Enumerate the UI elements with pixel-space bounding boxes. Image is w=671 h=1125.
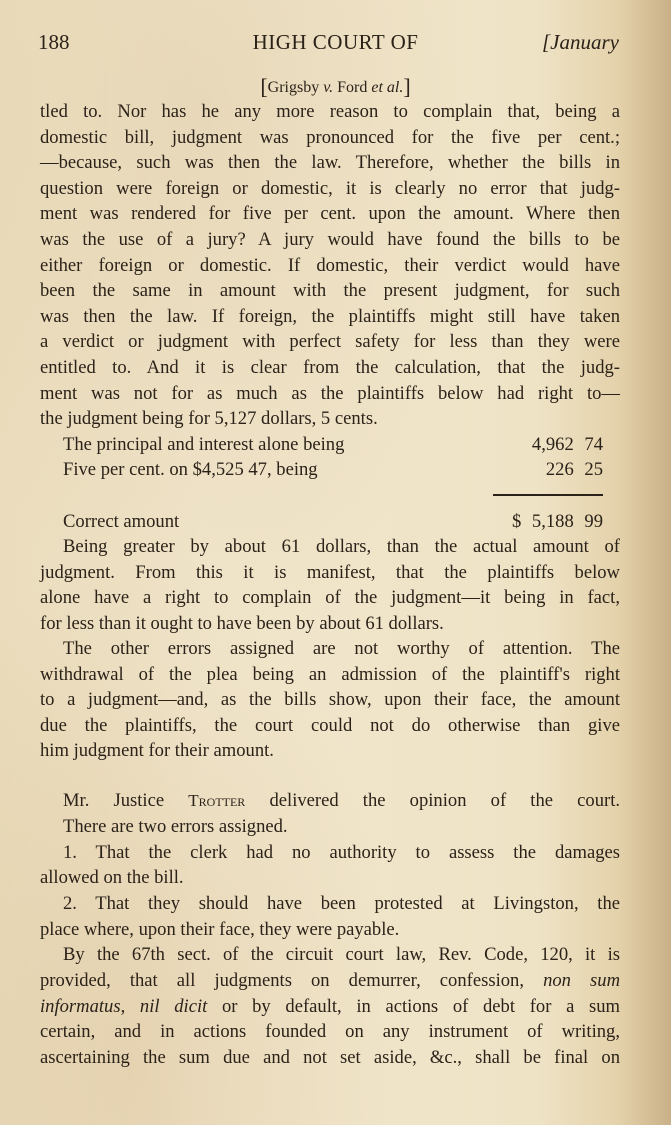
para2-line: for less than it ought to have been by about 61 dollars. [40,612,444,634]
statute-line [40,970,620,992]
calc-label: Five per cent. on $4,525 47, being [63,459,318,480]
calc-amount: 4,962 74 [531,434,603,455]
statute-line [40,996,620,1018]
para3-line: due the plaintiffs, the court could not do otherwise than give [40,714,620,736]
calc-label: The principal and interest alone being [63,434,345,455]
calc-total-row [63,511,603,533]
opinion-intro [63,790,620,812]
para1-line: tled to. Nor has he any more reason to complain that, being a [40,101,620,122]
text: provided, that all judgments on demurrer, confession, [40,970,544,991]
party-name: Ford [333,79,372,96]
text: Mr. Justice [63,790,189,811]
para1-line: question were foreign or domestic, it is clearly no error that judg- [40,177,620,199]
para1-line: a verdict or judgment with perfect safety for less than they were [40,331,620,353]
calc-row [63,459,603,481]
running-head-date: [January [542,30,619,54]
error-2: place where, upon their face, they were payable. [40,919,400,940]
statute-line: ascertaining the sum due and not set aside, &c., shall be final on [40,1047,620,1068]
para1-line: ment was rendered for five per cent. upon the amount. Where then [40,203,620,225]
statute-line: certain, and in actions founded on any instrument of writing, [40,1021,620,1042]
bracket-open: [ [260,74,268,99]
calc-row [63,434,603,456]
para1-line: was the use of a jury? A jury would have found the bills to be [40,229,620,250]
para1-line: domestic bill, judgment was pronounced for the five per cent.; [40,126,620,148]
para1-line: either foreign or domestic. If domestic, their verdict would have [40,254,620,276]
errors-intro: There are two errors assigned. [63,816,288,837]
para3-line: withdrawal of the plea being an admission of the plaintiff's right [40,663,620,685]
versus: v. [323,79,334,96]
justice-name: Trotter [188,791,246,810]
case-name: Grigsby [267,79,324,96]
para2-line: alone have a right to complain of the judgment—it being in fact, [40,587,620,609]
text: delivered the opinion of the court. [245,790,621,811]
error-2: 2. That they should have been protested at Livingston, the [63,893,620,914]
error-1: allowed on the bill. [40,867,184,888]
case-caption [0,74,671,100]
latin-term: non sum [543,970,620,991]
para2-line: Being greater by about 61 dollars, than the actual amount of [63,536,620,557]
para3-line: The other errors assigned are not worthy of attention. The [63,638,620,659]
para1-line: was then the law. If foreign, the plaintiffs might still have taken [40,305,620,327]
latin-term: nil dicit [139,996,208,1017]
latin-term: informatus [40,996,121,1017]
et-al: et al. [371,79,404,96]
para3-line: to a judgment—and, as the bills show, upon their face, the amount [40,689,620,711]
para1-line: been the same in amount with the present judgment, for such [40,280,620,302]
text: , [120,996,140,1017]
para1-line: entitled to. And it is clear from the calculation, that the judg- [40,357,620,378]
para1-line: —because, such was then the law. Therefore, whether the bills in [40,152,620,174]
para2-line: judgment. From this it is manifest, that the plaintiffs below [40,561,620,583]
calc-amount: 226 25 [545,459,603,480]
running-head: HIGH COURT OF [252,30,419,54]
statute-line: By the 67th sect. of the circuit court law, Rev. Code, 120, it is [63,944,620,965]
para1-line: ment was not for as much as the plaintiffs below had right to— [40,382,620,404]
page-number: 188 [38,30,70,54]
calc-label: Correct amount [63,511,180,532]
sum-rule [493,494,603,496]
calc-amount: $ 5,188 99 [511,511,603,532]
para3-line: him judgment for their amount. [40,740,274,762]
para1-line: the judgment being for 5,127 dollars, 5 cents. [40,408,378,430]
text: or by default, in actions of debt for a sum [207,996,620,1017]
bracket-close: ] [403,74,411,99]
error-1: 1. That the clerk had no authority to assess the damages [63,842,620,863]
